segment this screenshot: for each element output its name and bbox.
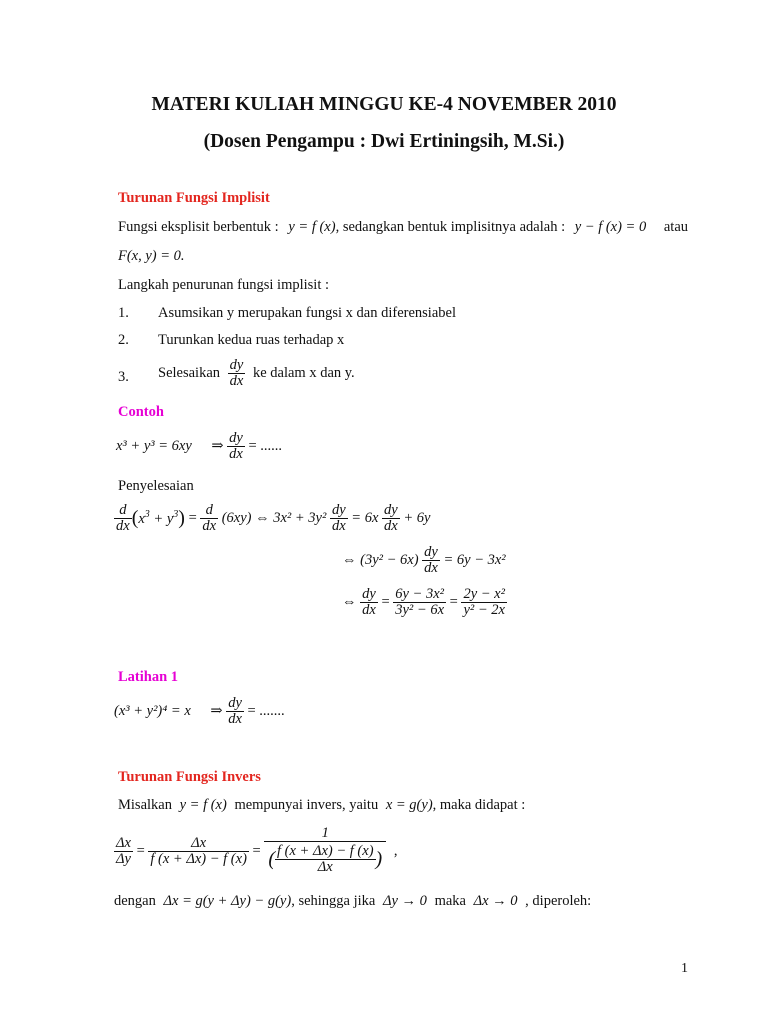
frac-num: dy [228,695,242,711]
intro-text-b: , sedangkan bentuk implisitnya adalah : [335,219,566,235]
paren-open: ( [131,507,139,529]
implies-symbol: ⇒ [211,438,224,454]
step-text: Turunkan kedua ruas terhadap x [158,332,345,348]
final-text-d: , diperoleh: [525,893,592,909]
equals: = [381,594,390,610]
paren-open: ( [268,848,276,870]
eq-function: y = f (x) [179,797,227,813]
solution-line-2 [342,545,506,576]
step-3-content [158,358,355,389]
frac-den: dx [202,518,217,534]
steps-intro: Langkah penurunan fungsi implisit : [118,277,330,293]
step-text: ke dalam x dan y. [252,365,355,381]
limit-delta-y: Δy → 0 [382,893,427,909]
d-dx-fraction [114,503,132,534]
eq-explicit: y = f (x) [288,219,336,235]
frac-den: dx [229,446,243,462]
paren-close: ) [178,507,185,529]
inverse-ratio-equation [114,826,397,877]
frac-num: Δx [191,835,207,851]
final-text-a: dengan [114,893,156,909]
exercise-equation: (x³ + y²)⁴ = x [114,703,191,719]
intro-text-a: Fungsi eksplisit berbentuk : [118,219,279,235]
frac-den: dx [424,560,438,576]
inverse-final-line [114,893,591,910]
derivative-fraction [382,503,400,534]
frac-den: dx [228,711,242,727]
frac-den: dx [384,518,398,534]
frac-num: d [119,502,127,518]
d-dx-fraction [200,503,218,534]
inverse-text-b: mempunyai invers, yaitu [234,797,379,813]
document-title: MATERI KULIAH MINGGU KE-4 NOVEMBER 2010 [151,94,617,115]
final-text-b: , sehingga jika [291,893,376,909]
delta-x-definition: Δx = g(y + Δy) − g(y) [163,893,292,909]
step-number: 1. [118,305,129,321]
step-number: 2. [118,332,129,348]
inverse-text-a: Misalkan [118,797,172,813]
intro-text-c: atau [663,219,689,235]
derivative-fraction [422,545,440,576]
frac-den: f (x + Δx) − f (x) [150,851,247,867]
example-problem [116,431,282,462]
solution-expr: + 6y [403,510,431,526]
solution-line-1 [114,503,430,534]
document-subtitle: (Dosen Pengampu : Dwi Ertiningsih, M.Si.) [203,131,565,152]
frac-num: dy [384,502,398,518]
frac-num: 2y − x² [463,586,505,602]
equals: = [188,510,197,526]
example-equation: x³ + y³ = 6xy [116,438,192,454]
equals: = [252,843,261,859]
result-fraction-1 [393,587,446,618]
final-text-c: maka [434,893,466,909]
paren-close: ) [375,848,383,870]
frac-num: dy [229,357,244,373]
result-fraction-2 [461,587,507,618]
frac-num: Δx [116,835,131,851]
frac-den: dx [116,518,130,534]
frac-den: 3y² − 6x [395,602,445,618]
derivative-fraction [330,503,348,534]
solution-expr: = 6x [351,510,379,526]
eq-implicit-2: F(x, y) = 0. [118,248,185,264]
delta-ratio-fraction [114,836,133,867]
frac-num: 1 [321,825,329,841]
frac-num: dy [331,502,346,518]
section-heading-implicit: Turunan Fungsi Implisit [118,190,270,206]
frac-num: dy [362,586,376,602]
frac-num: 6y − 3x² [395,586,445,602]
frac-den: Δx [275,859,376,875]
frac-den: dx [229,373,244,389]
sum-of-cubes: $x^3 + y^3$ [138,509,179,527]
derivative-fraction [227,431,245,462]
derivative-fraction [228,358,246,389]
inner-fraction [275,844,376,875]
derivative-fraction [360,587,378,618]
derivative-fraction [226,696,244,727]
solution-expr: ⇔ (3y² − 6x) [342,552,419,568]
comma: , [393,843,398,859]
placeholder-dots: = ....... [247,703,285,719]
equals: = [449,594,458,610]
implies-symbol: ⇒ [210,703,223,719]
equivalence-symbol: ⇔ [342,594,357,610]
example-heading: Contoh [118,404,164,420]
inverse-intro [118,797,525,814]
page-number: 1 [681,961,688,976]
frac-den: dx [362,602,376,618]
solution-line-3 [342,587,507,618]
intro-line-1 [118,219,688,236]
frac-den: Δy [116,851,131,867]
step-number: 3. [118,369,129,385]
inverse-text-c: , maka didapat : [432,797,526,813]
step-text: Asumsikan y merupakan fungsi x dan diferensiabel [158,305,456,321]
equals: = [136,843,145,859]
frac-num: dy [229,430,243,446]
frac-num: d [205,502,213,518]
exercise-heading: Latihan 1 [118,669,179,685]
frac-num: f (x + Δx) − f (x) [277,843,374,859]
difference-fraction [148,836,249,867]
exercise-problem [114,696,285,727]
reciprocal-fraction [264,826,386,877]
frac-den: dx [331,518,346,534]
solution-expr: = 6y − 3x² [443,552,506,568]
limit-delta-x: Δx → 0 [473,893,518,909]
eq-inverse: x = g(y) [385,797,433,813]
placeholder-dots: = ...... [248,438,283,454]
frac-den: y² − 2x [463,602,505,618]
solution-expr: (6xy) ⇔ 3x² + 3y² [221,510,327,526]
eq-implicit-1: y − f (x) = 0 [574,219,647,235]
step-text: Selesaikan [158,365,221,381]
frac-den [264,841,386,877]
frac-num: dy [424,544,438,560]
section-heading-inverse: Turunan Fungsi Invers [118,769,261,785]
solution-label: Penyelesaian [118,478,194,494]
